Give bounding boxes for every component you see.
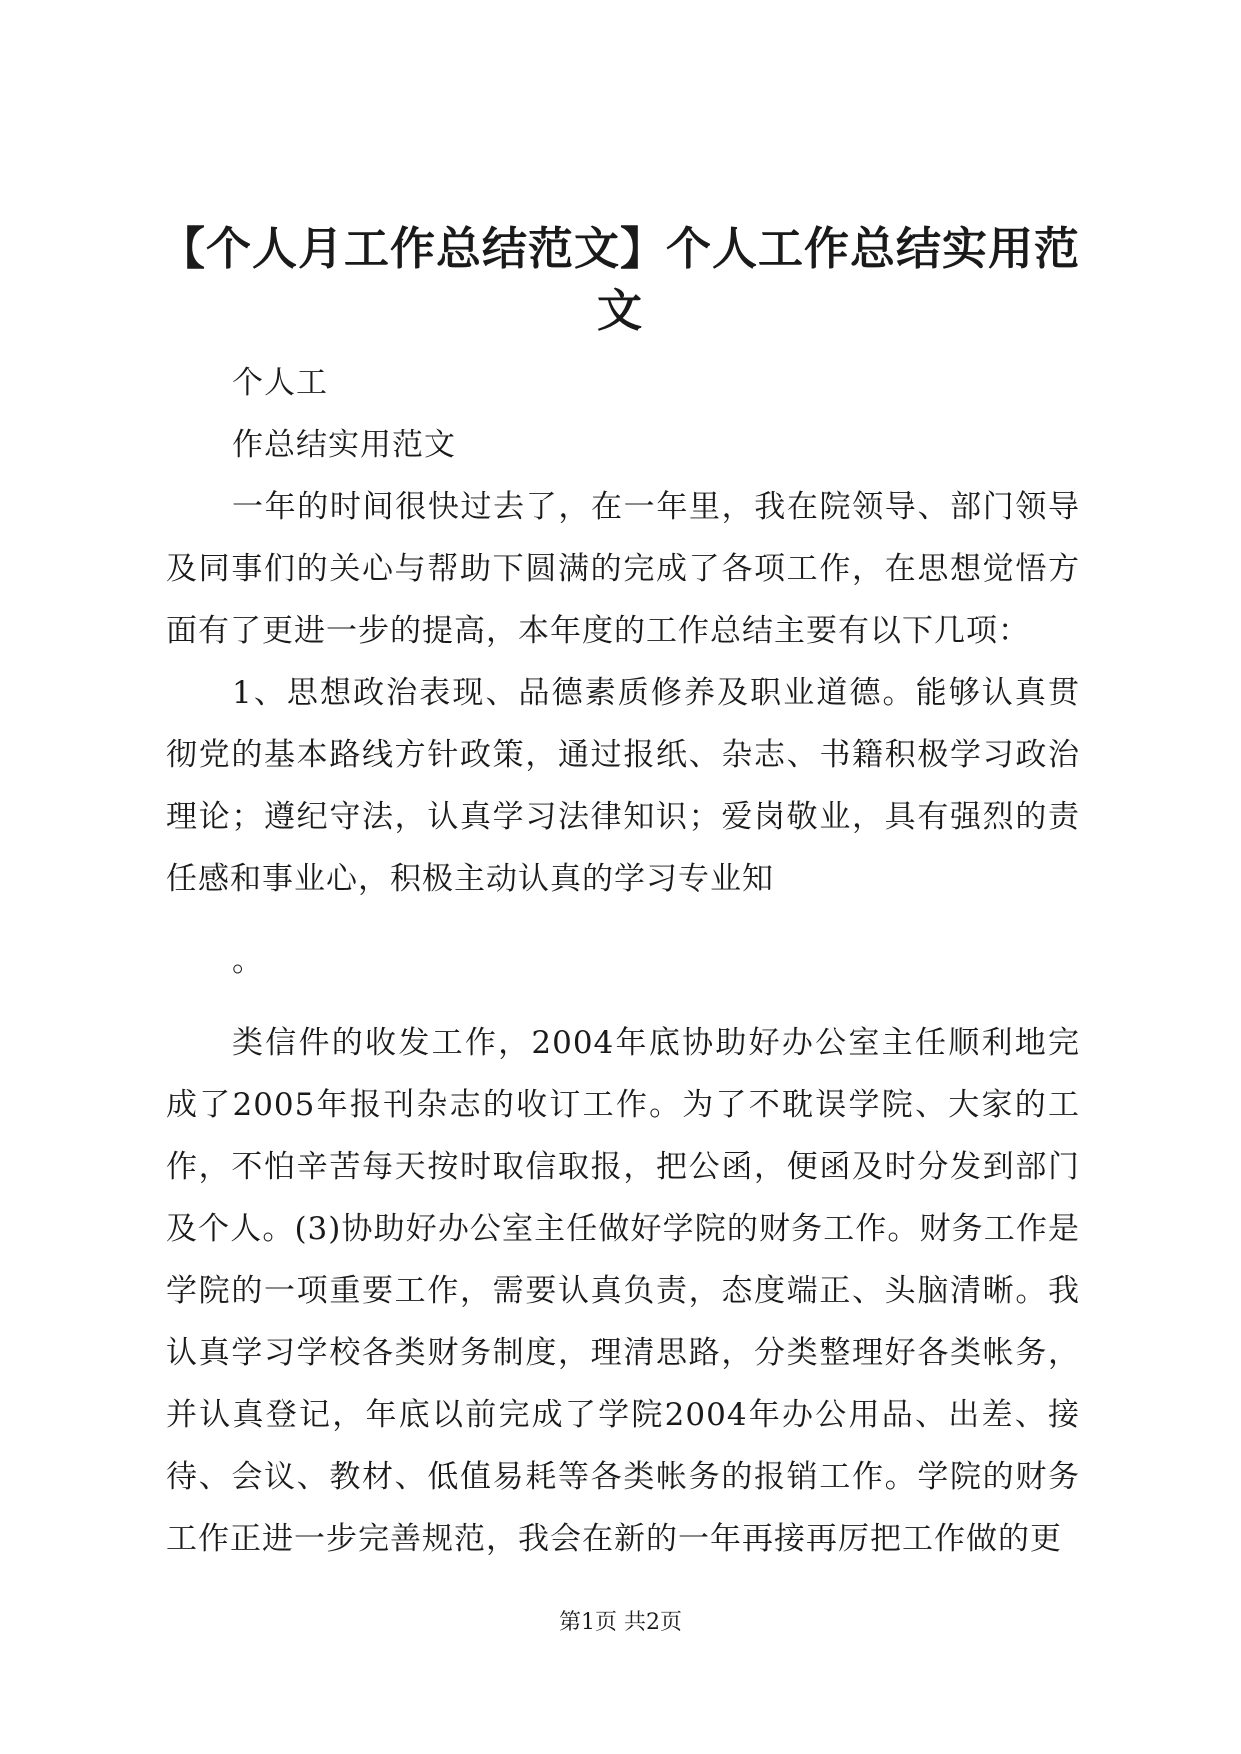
paragraph: 类信件的收发工作，2004年底协助好办公室主任顺利地完成了2005年报刊杂志的收订工作。为了不耽误学院、大家的工作，不怕辛苦每天按时取信取报，把公函，便函及时分发到部门及个人。(3)协助好办公室主任做好学院的财务工作。财务工作是学院的一项重要工作，需要认真负责，态度端正、头脑清晰。我认真学习学校各类财务制度，理清思路，分类整理好各类帐务，并认真登记，年底以前完成了学院2004年办公用品、出差、接待、会议、教材、低值易耗等各类帐务的报销工作。学院的财务工作正进一步完善规范，我会在新的一年再接再厉把工作做的更 <box>166 1025 1080 1557</box>
paragraph: 。 <box>232 943 264 979</box>
document-body <box>166 352 1080 1570</box>
paragraph: 一年的时间很快过去了，在一年里，我在院领导、部门领导及同事们的关心与帮助下圆满的完成了各项工作，在思想觉悟方面有了更进一步的提高，本年度的工作总结主要有以下几项： <box>166 489 1080 649</box>
page-number-label: 第1页 共2页 <box>559 1610 682 1635</box>
paragraph: 个人工 <box>232 365 328 401</box>
page-footer <box>0 1608 1241 1638</box>
document-title: 【个人月工作总结范文】个人工作总结实用范文 <box>159 222 1080 337</box>
paragraph: 1、思想政治表现、品德素质修养及职业道德。能够认真贯彻党的基本路线方针政策，通过报纸、杂志、书籍积极学习政治理论；遵纪守法，认真学习法律知识；爱岗敬业，具有强烈的责任感和事业心，积极主动认真的学习专业知 <box>166 675 1080 897</box>
paragraph: 作总结实用范文 <box>232 427 456 463</box>
